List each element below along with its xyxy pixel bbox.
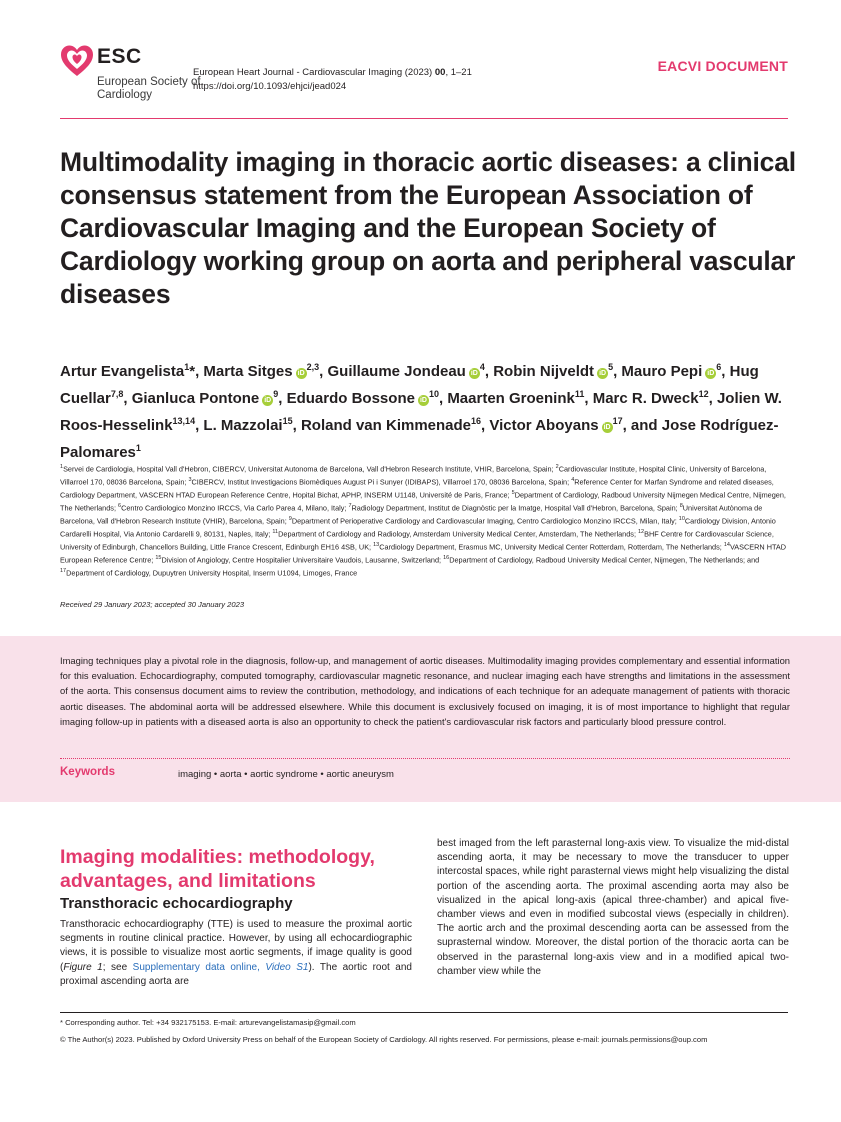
author-affiliation-number: 9 (273, 389, 279, 399)
author-name-text: Robin Nijveldt (493, 363, 595, 380)
affiliation-number: 10 (678, 516, 685, 523)
affiliation-number: 4 (571, 477, 575, 484)
received-dates: Received 29 January 2023; accepted 30 January 2023 (60, 600, 245, 609)
affiliation-number: 3 (188, 477, 192, 484)
author-separator: , (123, 390, 132, 407)
keywords-divider (60, 758, 790, 759)
author-name-text: Marta Sitges (203, 363, 293, 380)
orcid-icon[interactable]: iD (599, 370, 607, 377)
orcid-icon[interactable]: iD (264, 397, 272, 404)
author-affiliation-number: 6 (716, 362, 722, 372)
author-separator: , (584, 390, 593, 407)
affiliation-text: Radiology Department, Institut de Diagnòstic per la Imatge, Hospital Vall d'Hebron, Barcelona, Spain; (351, 503, 680, 513)
journal-citation (193, 66, 472, 94)
author-affiliation-number: 12 (698, 389, 709, 399)
copyright-notice: © The Author(s) 2023. Published by Oxford University Press on behalf of the European Society of Cardiology. All rights reserved. For permissions, please e-mail: journals.permissions@oup.com (60, 1035, 708, 1044)
affiliation-text: Department of Cardiology and Radiology, Amsterdam University Medical Center, Amsterdam, The Netherlands; (278, 529, 638, 539)
affiliation-text: BHF Centre for Cardiovascular Science, University of Edinburgh, Chancellors Building, Little France Crescent, Edinburgh EH16 4SB, UK; (60, 529, 774, 552)
author-separator: , (278, 390, 287, 407)
author-separator: , (292, 417, 301, 434)
section-heading: Imaging modalities: methodology, advantages, and limitations (60, 846, 375, 892)
author-affiliation-number: 1 (135, 443, 141, 453)
affiliation-number: 7 (348, 503, 352, 510)
author-separator: , (195, 363, 204, 380)
footer-divider (60, 1012, 788, 1013)
author-separator: , (708, 390, 717, 407)
keywords-list (178, 769, 394, 780)
author-name-text: Eduardo Bossone (286, 390, 415, 407)
author-name (493, 363, 613, 380)
author-affiliation-number: 15 (282, 416, 293, 426)
affiliation-text: Servei de Cardiologia, Hospital Vall d'Hebron, CIBERCV, Universitat Autonoma de Barcelona, Vall d'Hebron Research Institute, VHIR, Barcelona, Spain; (63, 464, 556, 474)
body-column-left (60, 918, 412, 989)
keyword-separator: • (211, 769, 220, 780)
affiliation-text: Cardiology Department, Erasmus MC, University Medical Center Rotterdam, Rotterdam, The Netherlands; (379, 542, 724, 552)
author-name-text: Jolien W. Roos-Hesselink (60, 390, 782, 434)
author-list (60, 356, 795, 464)
author-name (301, 417, 481, 434)
document-type-label: EACVI DOCUMENT (657, 58, 788, 74)
body-text: ). The aortic root and proximal ascending aorta are (60, 961, 412, 987)
affiliation-number: 9 (288, 516, 292, 523)
journal-volume: 00 (434, 67, 446, 78)
author-name-text: Jose Rodríguez-Palomares (60, 417, 779, 461)
affiliation-text: Division of Angiology, Centre Hospitalier Universitaire Vaudois, Lausanne, Switzerland; (161, 555, 444, 565)
affiliation-number: 5 (511, 490, 515, 497)
affiliation-number: 15 (155, 555, 162, 562)
keyword: aortic aneurysm (326, 769, 394, 780)
esc-logo-mark: ESC (97, 45, 142, 68)
affiliation-text: CIBERCV, Institut Investigacions Biomèdiques August Pi i Sunyer (IDIBAPS), Villarroel 170, 08036 Barcelona, Spain; (191, 477, 572, 487)
keyword: imaging (178, 769, 212, 780)
author-name (60, 363, 195, 380)
affiliation-text: VASCERN HTAD European Reference Centre; (60, 542, 787, 565)
author-affiliation-number: 17 (612, 416, 623, 426)
author-name (489, 417, 622, 434)
affiliation-number: 6 (118, 503, 122, 510)
affiliation-number: 14 (723, 542, 730, 549)
journal-pages: , 1–21 (445, 67, 472, 78)
author-name-text: Marc R. Dweck (592, 390, 699, 407)
author-affiliation-number: 7,8 (110, 389, 124, 399)
author-name-text: L. Mazzolai (203, 417, 283, 434)
affiliation-text: Department of Cardiology, Dupuytren University Hospital, Inserm U1094, Limoges, France (66, 568, 358, 578)
figure-reference: Figure 1 (63, 961, 103, 973)
affiliation-text: Centro Cardiologico Monzino IRCCS, Via Carlo Parea 4, Milano, Italy; (121, 503, 349, 513)
author-name (287, 390, 439, 407)
affiliation-text: Department of Perioperative Cardiology and Cardiovascular Imaging, Centro Cardiologico Monzino IRCCS, Milan, Italy; (291, 516, 679, 526)
abstract-text: Imaging techniques play a pivotal role in the diagnosis, follow-up, and management of aortic diseases. Multimodality imaging provides complementary and essential information for this evaluation. Echocardiography, computed tomography, cardiovascular magnetic resonance, and nuclear imaging each have strengths and limitations in the assessment of the aorta. This consensus document aims to review the contribution, methodology, and indications of each technique for an adequate management of patients with thoracic aortic diseases. The abdominal aorta will be addressed elsewhere. While this document is exclusively focused on imaging, it is of most importance to highlight that regular imaging follow-up in patients with a diseased aorta is also an opportunity to check the patient's cardiovascular risk factors and particularly blood pressure control. (60, 655, 790, 727)
affiliation-number: 13 (373, 542, 380, 549)
author-name-text: Mauro Pepi (621, 363, 703, 380)
author-affiliation-number: 2,3 (306, 362, 320, 372)
author-name-text: Hug Cuellar (60, 363, 759, 407)
author-separator: , (721, 363, 730, 380)
esc-logo (59, 43, 199, 105)
author-separator: , (613, 363, 622, 380)
affiliation-number: 11 (272, 529, 279, 536)
affiliation-number: 1 (60, 464, 64, 470)
author-name (132, 390, 279, 407)
author-affiliation-number: 16 (471, 416, 482, 426)
journal-name: European Heart Journal - Cardiovascular Imaging (2023) (193, 67, 433, 78)
keyword: aortic syndrome (250, 769, 318, 780)
author-name (327, 363, 484, 380)
author-affiliation-number: 4 (479, 362, 485, 372)
author-name (447, 390, 584, 407)
author-affiliation-number: 5 (608, 362, 614, 372)
heart-logo-icon (59, 43, 95, 79)
author-separator: , (484, 363, 494, 380)
author-name (593, 390, 709, 407)
corresponding-author: * Corresponding author. Tel: +34 932175153. E-mail: arturevangelistamasip@gmail.com (60, 1018, 356, 1027)
affiliation-number: 12 (638, 529, 645, 536)
author-separator: , (481, 417, 490, 434)
author-separator: , (438, 390, 448, 407)
affiliation-number: 2 (555, 464, 559, 470)
author-name-text: Maarten Groenink (447, 390, 575, 407)
author-name (621, 363, 721, 380)
orcid-icon[interactable]: iD (470, 370, 478, 377)
affiliation-text: Reference Center for Marfan Syndrome and related diseases, Cardiology Department, VASCERN HTAD European Reference Centre, Hopital Bichat, APHP, INSERM U1148, Université de Paris, France; (60, 477, 774, 500)
affiliation-number: 16 (443, 555, 450, 562)
header-divider (60, 118, 788, 119)
affiliation-number: 17 (60, 568, 67, 575)
author-separator: , (319, 363, 328, 380)
affiliation-text: Cardiovascular Institute, Hospital Clinic, University of Barcelona, Villarroel 170, 08036 Barcelona, Spain; (60, 464, 767, 487)
keywords-label: Keywords (60, 766, 115, 778)
esc-logo-org: European Society of Cardiology (97, 76, 201, 101)
author-name (203, 363, 319, 380)
author-affiliation-number: 11 (574, 389, 585, 399)
body-text: Transthoracic echocardiography (TTE) is used to measure the proximal aortic segments in routine clinical practice. However, by using all echocardiographic views, it is possible to visualize most aortic segments, if image quality is good ( (60, 919, 412, 973)
author-name-text: Victor Aboyans (489, 417, 599, 434)
keyword-separator: • (317, 769, 327, 780)
author-affiliation-number: 10 (428, 389, 439, 399)
body-column-right: best imaged from the left parasternal long-axis view. To visualize the mid-distal ascending aorta, it may be necessary to move the transducer to upper intercostal spaces, while right parasternal views might help visualizing the distal portion of the ascending aorta. The proximal ascending aorta may also be visualized in the apical long-axis (apical three-chamber) and apical five-chamber views and even in modified subcostal views (especially in children). The aortic arch and the proximal descending aorta can be assessed from the suprasternal window. Moreover, the distal portion of the thoracic aorta can be observed in the parasternal long-axis view and in a modified apical two-chamber view while the (437, 838, 789, 977)
author-separator: , and (622, 417, 662, 434)
affiliation-text: Cardiology Division, Antonio Cardarelli Hospital, Via Antonio Cardarelli 9, 80131, Naples, Italy; (60, 516, 776, 539)
author-name-text: Gianluca Pontone (131, 390, 260, 407)
author-name (203, 417, 292, 434)
orcid-icon[interactable]: iD (707, 370, 715, 377)
body-text: ; see (102, 961, 133, 973)
author-separator: , (195, 417, 204, 434)
orcid-icon[interactable]: iD (419, 397, 427, 404)
author-affiliation-number: 1 (184, 362, 190, 372)
supplementary-data-link[interactable]: Supplementary data online, (132, 961, 266, 973)
author-name-text: Guillaume Jondeau (327, 363, 466, 380)
author-name-text: Roland van Kimmenade (300, 417, 472, 434)
keyword: aorta (219, 769, 242, 780)
corresponding-mark: * (189, 363, 196, 380)
affiliation-text: Department of Cardiology, Radboud University Medical Center, Nijmegen, The Netherlands; and (449, 555, 760, 565)
author-name-text: Artur Evangelista (60, 363, 185, 380)
article-title: Multimodality imaging in thoracic aortic diseases: a clinical consensus statement from the European Association of Cardiovascular Imaging and the European Society of Cardiology working group on aorta and peripheral vascular diseases (60, 147, 796, 309)
affiliations (60, 462, 788, 579)
doi-link[interactable]: https://doi.org/10.1093/ehjci/jead024 (193, 81, 347, 92)
orcid-icon[interactable]: iD (603, 424, 611, 431)
author-affiliation-number: 13,14 (172, 416, 196, 426)
affiliation-text: Department of Cardiology, Radboud University Nijmegen Medical Centre, Nijmegen, The Netherlands; (60, 490, 786, 513)
keyword-separator: • (241, 769, 251, 780)
affiliation-text: Universitat Autònoma de Barcelona, Vall d'Hebron Research Institute (VHIR), Barcelona, Spain; (60, 503, 763, 526)
orcid-icon[interactable]: iD (297, 370, 305, 377)
subsection-heading: Transthoracic echocardiography (60, 895, 293, 912)
affiliation-number: 8 (679, 503, 683, 510)
video-link[interactable]: Video S1 (265, 961, 309, 973)
